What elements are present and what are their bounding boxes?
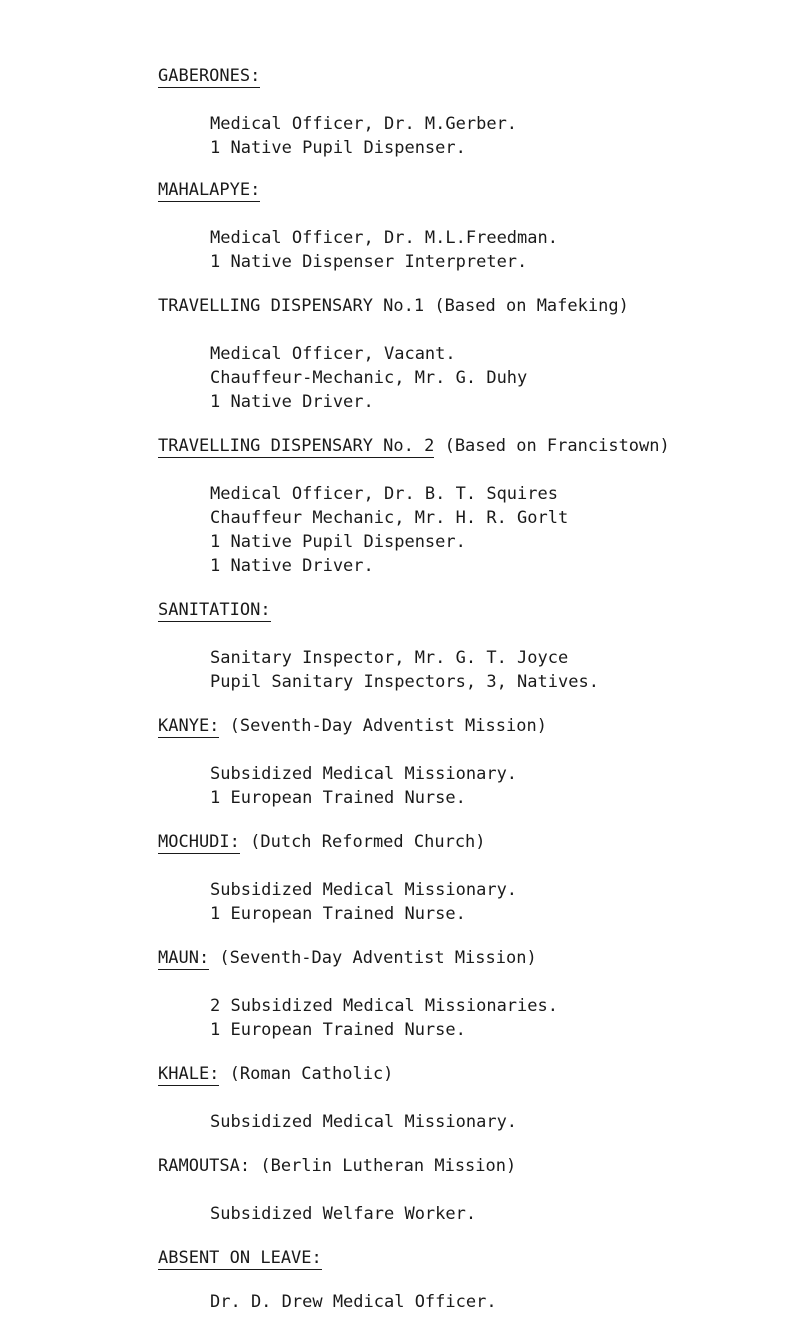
heading-rest: (Roman Catholic) [219, 1064, 394, 1084]
staff-line: Medical Officer, Dr. M.L.Freedman. [210, 228, 558, 248]
staff-line: 1 Native Driver. [210, 556, 374, 576]
heading-plain: RAMOUTSA: [158, 1156, 251, 1176]
heading-rest: (Seventh-Day Adventist Mission) [219, 716, 547, 736]
heading-rest: (Dutch Reformed Church) [239, 832, 486, 852]
heading-rest: (Berlin Lutheran Mission) [250, 1156, 517, 1176]
staff-line: 1 Native Driver. [210, 392, 374, 412]
staff-line: 1 Native Pupil Dispenser. [210, 532, 466, 552]
staff-line: Subsidized Medical Missionary. [210, 880, 518, 900]
section-heading-mochudi [158, 832, 486, 854]
heading-underlined: TRAVELLING DISPENSARY No. 2 [158, 436, 435, 456]
heading-underlined: SANITATION: [158, 600, 271, 620]
staff-line: 1 European Trained Nurse. [210, 904, 466, 924]
staff-line: 2 Subsidized Medical Missionaries. [210, 996, 558, 1016]
staff-line: Medical Officer, Vacant. [210, 344, 456, 364]
staff-line: 1 Native Pupil Dispenser. [210, 138, 466, 158]
staff-line: 1 European Trained Nurse. [210, 1020, 466, 1040]
section-heading-travelling-dispensary-2 [158, 436, 670, 458]
section-heading-kanye [158, 716, 547, 738]
heading-underlined: KANYE: [158, 716, 220, 736]
section-heading-absent-on-leave [158, 1248, 322, 1270]
staff-line: Subsidized Welfare Worker. [210, 1204, 477, 1224]
staff-line: Subsidized Medical Missionary. [210, 1112, 518, 1132]
section-heading-khale [158, 1064, 393, 1086]
heading-plain: TRAVELLING DISPENSARY No.1 (Based on Mafeking) [158, 296, 629, 316]
staff-line: Subsidized Medical Missionary. [210, 764, 518, 784]
section-heading-maun [158, 948, 537, 970]
staff-line: 1 Native Dispenser Interpreter. [210, 252, 528, 272]
staff-line: Dr. D. Drew Medical Officer. [210, 1292, 497, 1312]
heading-underlined: ABSENT ON LEAVE: [158, 1248, 322, 1268]
heading-underlined: MAUN: [158, 948, 210, 968]
section-heading-travelling-dispensary-1 [158, 296, 629, 316]
staff-line: 1 European Trained Nurse. [210, 788, 466, 808]
staff-line: Chauffeur-Mechanic, Mr. G. Duhy [210, 368, 528, 388]
staff-line: Chauffeur Mechanic, Mr. H. R. Gorlt [210, 508, 569, 528]
staff-line: Medical Officer, Dr. B. T. Squires [210, 484, 558, 504]
section-heading-mahalapye [158, 180, 260, 202]
heading-rest: (Based on Francistown) [434, 436, 670, 456]
section-heading-ramoutsa [158, 1156, 516, 1176]
section-heading-sanitation [158, 600, 271, 622]
staff-line: Medical Officer, Dr. M.Gerber. [210, 114, 518, 134]
staff-line: Sanitary Inspector, Mr. G. T. Joyce [210, 648, 569, 668]
staff-line: Pupil Sanitary Inspectors, 3, Natives. [210, 672, 599, 692]
heading-underlined: MAHALAPYE: [158, 180, 261, 200]
heading-underlined: GABERONES: [158, 66, 261, 86]
heading-underlined: MOCHUDI: [158, 832, 240, 852]
heading-rest: (Seventh-Day Adventist Mission) [209, 948, 537, 968]
heading-underlined: KHALE: [158, 1064, 220, 1084]
section-heading-gaberones [158, 66, 260, 88]
